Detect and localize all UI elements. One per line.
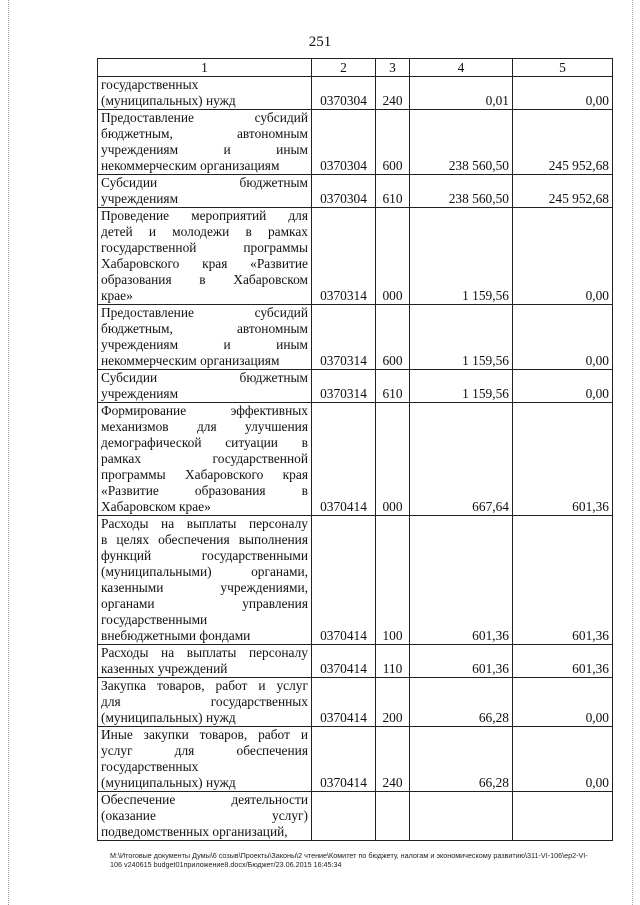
table-body (98, 77, 613, 841)
row-value-2015: 66,28 (410, 678, 513, 727)
row-name-line: услуг для обеспечения (101, 743, 308, 758)
row-name-line: механизмов для улучшения (101, 419, 308, 434)
row-name-line: бюджетным, автономным (101, 321, 308, 336)
row-expense-type: 240 (376, 727, 410, 792)
row-name-line: государственными (101, 612, 208, 627)
row-value-2015: 601,36 (410, 516, 513, 645)
row-expense-type: 200 (376, 678, 410, 727)
row-name-line: рамках государственной (101, 451, 308, 466)
row-expense-type: 600 (376, 305, 410, 370)
table-row (98, 645, 613, 678)
row-name-line: Расходы на выплаты персоналу (101, 645, 308, 660)
row-expense-type: 610 (376, 175, 410, 208)
row-value-2016: 601,36 (513, 516, 613, 645)
row-value-2015: 667,64 (410, 403, 513, 516)
row-expense-type: 000 (376, 208, 410, 305)
header-row (98, 59, 613, 77)
row-name-cell (98, 208, 312, 305)
row-name-line: Предоставление субсидий (101, 305, 308, 320)
row-name-line: органами управления (101, 596, 308, 611)
row-name-line: Хабаровском крае» (101, 499, 211, 514)
row-code: 0370314 (312, 305, 376, 370)
row-name-line: подведомственных организаций, (101, 824, 288, 839)
row-name-line: учреждениям (101, 191, 179, 206)
row-value-2016: 0,00 (513, 305, 613, 370)
row-name-line: казенных учреждений (101, 661, 228, 676)
header-col-4: 4 (410, 59, 513, 77)
row-name-line: некоммерческим организациям (101, 353, 280, 368)
row-value-2016: 601,36 (513, 645, 613, 678)
row-value-2015: 238 560,50 (410, 175, 513, 208)
row-name-line: Субсидии бюджетным (101, 370, 308, 385)
header-col-2: 2 (312, 59, 376, 77)
row-expense-type: 100 (376, 516, 410, 645)
row-name-line: государственных (101, 77, 199, 92)
row-code: 0370304 (312, 175, 376, 208)
row-value-2016: 0,00 (513, 77, 613, 110)
row-name-line: Закупка товаров, работ и услуг (101, 678, 308, 693)
row-code: 0370414 (312, 678, 376, 727)
row-name-line: государственной программы (101, 240, 308, 255)
row-name-cell (98, 305, 312, 370)
row-name-line: демографической ситуации в (101, 435, 308, 450)
row-name-cell (98, 727, 312, 792)
row-name-line: казенными учреждениями, (101, 580, 308, 595)
table-row (98, 110, 613, 175)
row-name-line: Расходы на выплаты персоналу (101, 516, 308, 531)
row-value-2015: 1 159,56 (410, 208, 513, 305)
row-name-line: крае» (101, 288, 133, 303)
row-value-2016: 0,00 (513, 678, 613, 727)
table-row (98, 792, 613, 841)
footer-line-2: 106 v240615 budget01приложение8.docx/Бюджет/23.06.2015 16:45:34 (110, 860, 342, 869)
row-name-cell (98, 403, 312, 516)
row-expense-type: 610 (376, 370, 410, 403)
header-col-3: 3 (376, 59, 410, 77)
footer-line-1: M:\Итоговые документы Думы\6 созыв\Проекты\Законы\2 чтение\Комитет по бюджету, налогам и экономическому развитию\311-VI-106\ep2-VI- (110, 851, 588, 860)
row-value-2016: 245 952,68 (513, 175, 613, 208)
row-name-cell (98, 110, 312, 175)
row-name-cell (98, 516, 312, 645)
row-expense-type: 000 (376, 403, 410, 516)
table-row (98, 403, 613, 516)
row-code: 0370414 (312, 645, 376, 678)
row-value-2015: 1 159,56 (410, 305, 513, 370)
row-value-2016: 0,00 (513, 370, 613, 403)
row-name-line: учреждениям и иным (101, 337, 308, 352)
table-row (98, 175, 613, 208)
row-code (312, 792, 376, 841)
row-value-2015: 0,01 (410, 77, 513, 110)
table-row (98, 370, 613, 403)
row-code: 0370314 (312, 370, 376, 403)
row-value-2016: 0,00 (513, 727, 613, 792)
row-name-line: Проведение мероприятий для (101, 208, 308, 223)
scan-edge-right (632, 0, 634, 905)
row-name-line: Субсидии бюджетным (101, 175, 308, 190)
budget-table (97, 58, 613, 841)
row-name-cell (98, 792, 312, 841)
row-expense-type: 240 (376, 77, 410, 110)
row-code: 0370304 (312, 77, 376, 110)
row-code: 0370414 (312, 516, 376, 645)
header-col-5: 5 (513, 59, 613, 77)
row-expense-type: 600 (376, 110, 410, 175)
row-value-2016: 245 952,68 (513, 110, 613, 175)
row-value-2016: 0,00 (513, 208, 613, 305)
row-name-line: Обеспечение деятельности (101, 792, 308, 807)
row-name-line: Хабаровского края «Развитие (101, 256, 308, 271)
page-number: 251 (308, 34, 332, 50)
table-row (98, 727, 613, 792)
row-name-cell (98, 370, 312, 403)
row-value-2015 (410, 792, 513, 841)
row-name-line: некоммерческим организациям (101, 158, 280, 173)
table-row (98, 678, 613, 727)
row-name-line: бюджетным, автономным (101, 126, 308, 141)
row-name-cell (98, 678, 312, 727)
table-row (98, 77, 613, 110)
scan-edge-left (8, 0, 10, 905)
row-name-line: (оказание услуг) (101, 808, 308, 823)
row-name-line: внебюджетными фондами (101, 628, 251, 643)
row-name-line: Иные закупки товаров, работ и (101, 727, 308, 742)
row-value-2015: 1 159,56 (410, 370, 513, 403)
row-value-2015: 601,36 (410, 645, 513, 678)
row-value-2015: 238 560,50 (410, 110, 513, 175)
row-value-2016: 601,36 (513, 403, 613, 516)
row-name-line: учреждениям и иным (101, 142, 308, 157)
row-name-line: учреждениям (101, 386, 179, 401)
row-expense-type: 110 (376, 645, 410, 678)
row-name-line: образования в Хабаровском (101, 272, 308, 287)
row-code: 0370414 (312, 727, 376, 792)
row-code: 0370304 (312, 110, 376, 175)
row-name-cell (98, 645, 312, 678)
row-name-line: Предоставление субсидий (101, 110, 308, 125)
table-row (98, 516, 613, 645)
row-name-line: детей и молодежи в рамках (101, 224, 308, 239)
row-name-line: Формирование эффективных (101, 403, 308, 418)
header-col-1: 1 (98, 59, 312, 77)
table-row (98, 305, 613, 370)
row-name-line: (муниципальными) органами, (101, 564, 308, 579)
row-name-line: функций государственными (101, 548, 308, 563)
row-name-line: (муниципальных) нужд (101, 775, 236, 790)
row-name-line: «Развитие образования в (101, 483, 308, 498)
row-name-line: государственных (101, 759, 199, 774)
row-value-2016 (513, 792, 613, 841)
row-name-line: программы Хабаровского края (101, 467, 308, 482)
row-name-line: (муниципальных) нужд (101, 710, 236, 725)
row-value-2015: 66,28 (410, 727, 513, 792)
row-name-line: в целях обеспечения выполнения (101, 532, 308, 547)
file-path-footer (110, 851, 620, 869)
row-name-cell (98, 77, 312, 110)
row-code: 0370314 (312, 208, 376, 305)
row-code: 0370414 (312, 403, 376, 516)
row-name-line: (муниципальных) нужд (101, 93, 236, 108)
row-expense-type (376, 792, 410, 841)
row-name-cell (98, 175, 312, 208)
row-name-line: для государственных (101, 694, 308, 709)
table-row (98, 208, 613, 305)
